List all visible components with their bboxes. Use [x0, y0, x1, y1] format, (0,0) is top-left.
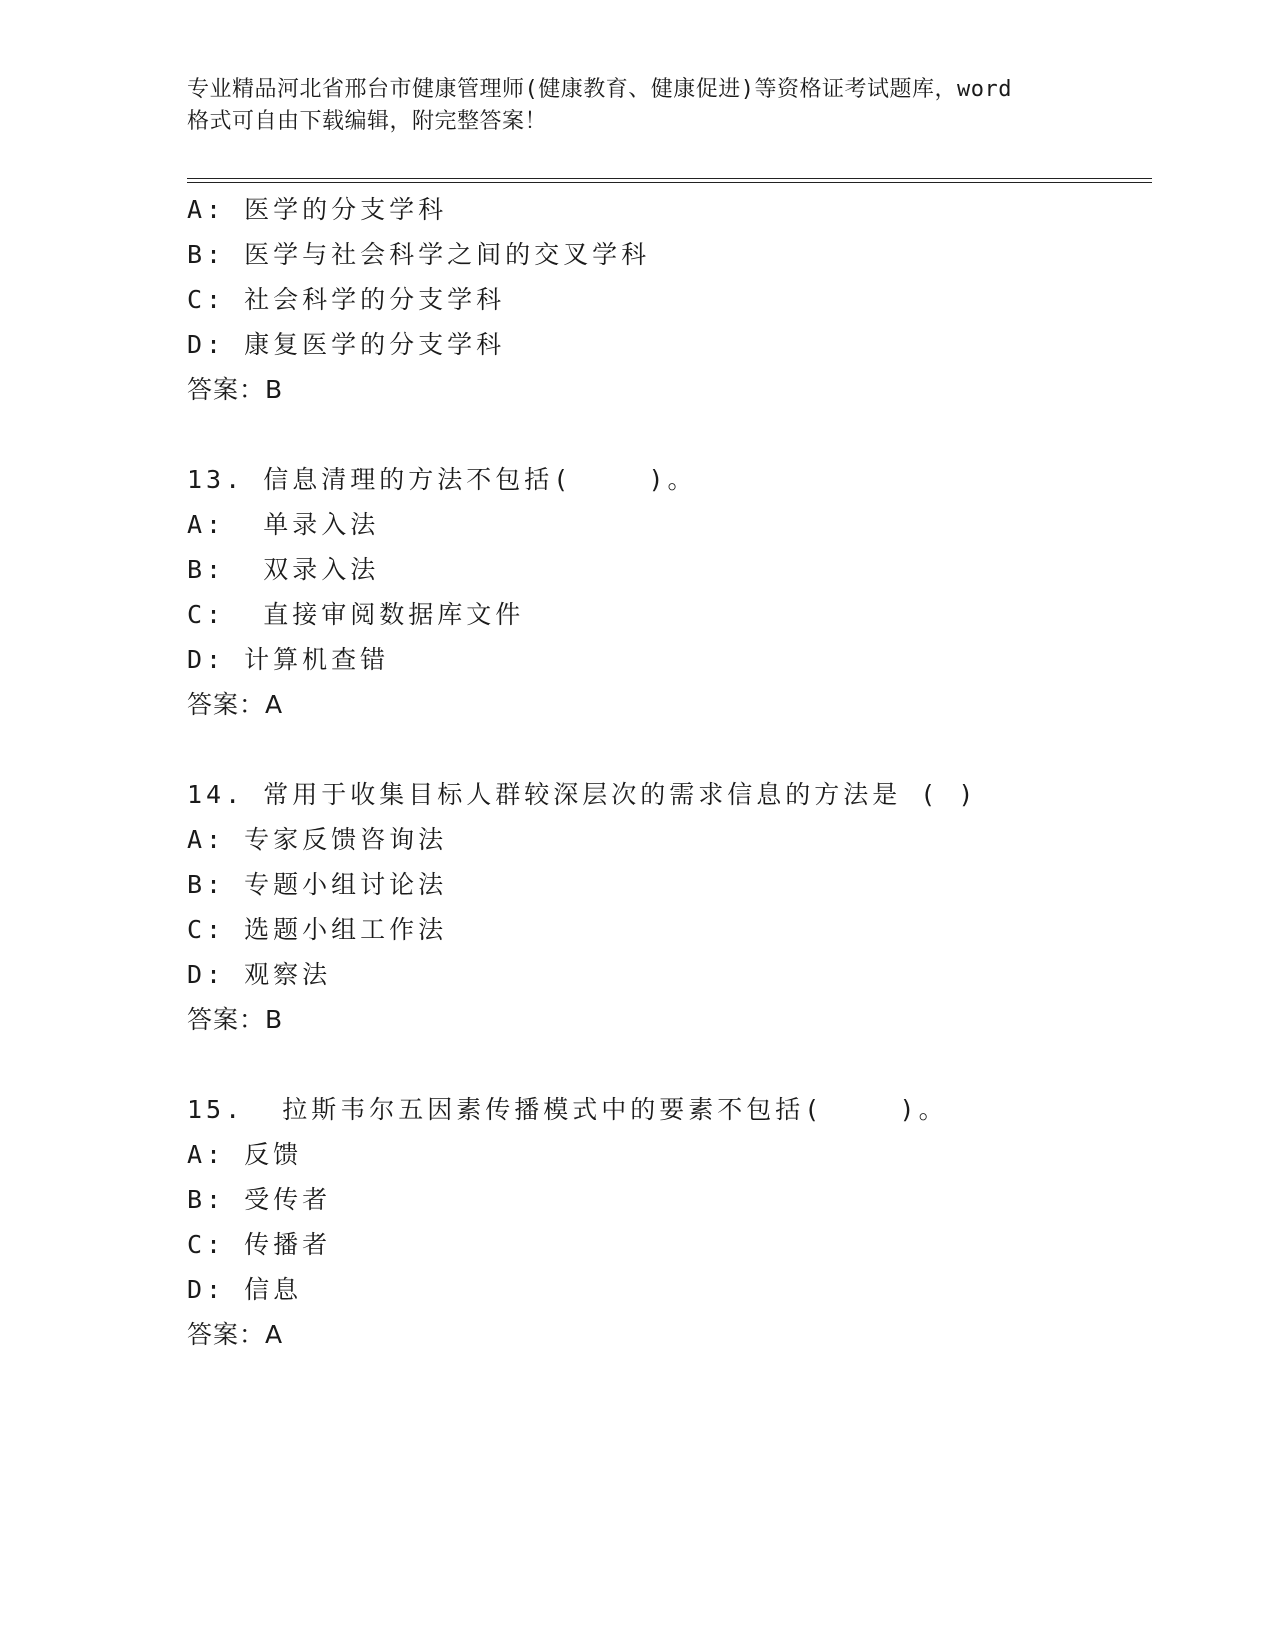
q12-option-c: C: 社会科学的分支学科 [187, 285, 506, 314]
q14-question: 14. 常用于收集目标人群较深层次的需求信息的方法是 ( ) [187, 780, 978, 809]
q13-option-a: A: 单录入法 [187, 510, 380, 539]
q12-answer: 答案：B [187, 375, 284, 404]
q14-answer: 答案：B [187, 1005, 284, 1034]
q12-option-b: B: 医学与社会科学之间的交叉学科 [187, 240, 651, 269]
q13-answer: 答案：A [187, 690, 284, 719]
q15-option-a: A: 反馈 [187, 1140, 303, 1169]
q12-option-a: A: 医学的分支学科 [187, 195, 448, 224]
q15-option-c: C: 传播者 [187, 1230, 332, 1259]
q14-option-b: B: 专题小组讨论法 [187, 870, 448, 899]
header-line-2: 格式可自由下载编辑，附完整答案！ [187, 109, 548, 134]
q13-option-c: C: 直接审阅数据库文件 [187, 600, 525, 629]
q15-question: 15. 拉斯韦尔五因素传播模式中的要素不包括( )。 [187, 1095, 948, 1124]
q13-option-b: B: 双录入法 [187, 555, 380, 584]
q15-answer: 答案：A [187, 1320, 284, 1349]
q14-option-a: A: 专家反馈咨询法 [187, 825, 448, 854]
q13-question: 13. 信息清理的方法不包括( )。 [187, 465, 697, 494]
q14-option-d: D: 观察法 [187, 960, 332, 989]
q15-option-b: B: 受传者 [187, 1185, 332, 1214]
question-list [187, 0, 1147, 1650]
q12-option-d: D: 康复医学的分支学科 [187, 330, 506, 359]
header-line-1: 专业精品河北省邢台市健康管理师(健康教育、健康促进)等资格证考试题库，word [187, 77, 1012, 102]
q14-option-c: C: 选题小组工作法 [187, 915, 448, 944]
q13-option-d: D: 计算机查错 [187, 645, 390, 674]
q15-option-d: D: 信息 [187, 1275, 303, 1304]
